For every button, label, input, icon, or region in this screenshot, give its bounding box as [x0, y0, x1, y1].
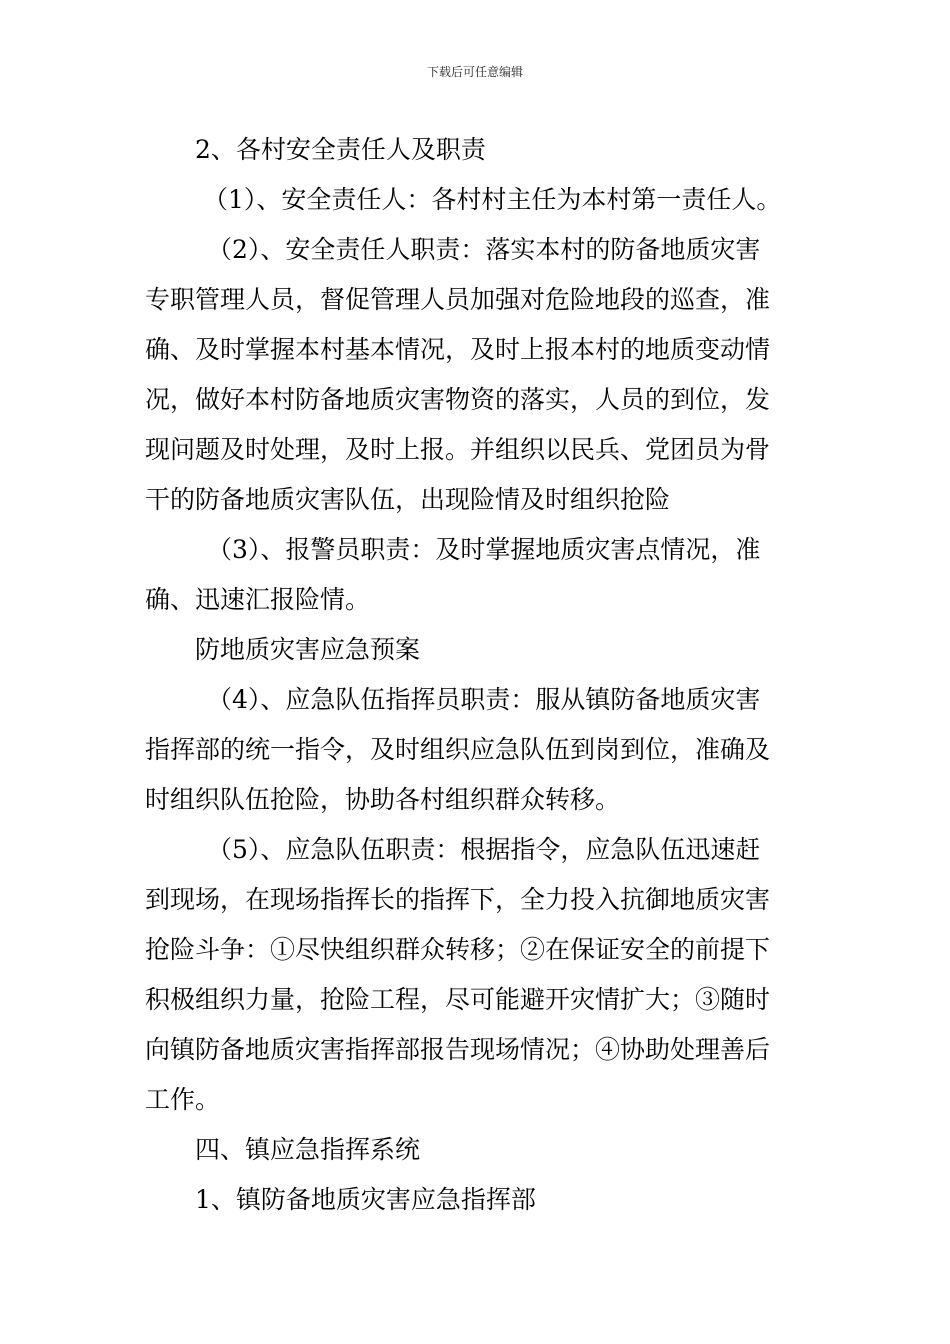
paragraph-line: 工作。	[145, 1085, 221, 1114]
section-subheading: 1、镇防备地质灾害应急指挥部	[195, 1185, 536, 1214]
paragraph-line: 专职管理人员，督促管理人员加强对危险地段的巡查，准	[145, 285, 771, 314]
paragraph-line: 积极组织力量，抢险工程，尽可能避开灾情扩大；③随时	[145, 985, 771, 1014]
paragraph-line: （3）、报警员职责：及时掌握地质灾害点情况，准	[207, 535, 761, 564]
page-header: 下载后可任意编辑	[426, 65, 523, 79]
section-title: 防地质灾害应急预案	[195, 635, 421, 664]
paragraph-line: 2、各村安全责任人及职责	[195, 135, 486, 164]
paragraph-line: （1）、安全责任人：各村村主任为本村第一责任人。	[203, 185, 782, 214]
paragraph-line: 向镇防备地质灾害指挥部报告现场情况；④协助处理善后	[145, 1035, 771, 1064]
paragraph-line: 现问题及时处理，及时上报。并组织以民兵、党团员为骨	[145, 435, 771, 464]
paragraph-line: （4）、应急队伍指挥员职责：服从镇防备地质灾害	[207, 685, 761, 714]
paragraph-line: 指挥部的统一指令，及时组织应急队伍到岗到位，准确及	[145, 735, 771, 764]
paragraph-line: （5）、应急队伍职责：根据指令，应急队伍迅速赶	[207, 835, 761, 864]
paragraph-line: 时组织队伍抢险，协助各村组织群众转移。	[145, 785, 621, 814]
document-body	[145, 125, 807, 1225]
paragraph-line: 干的防备地质灾害队伍，出现险情及时组织抢险	[145, 485, 671, 514]
paragraph-line: 确、及时掌握本村基本情况，及时上报本村的地质变动情	[145, 335, 771, 364]
paragraph-line: （2）、安全责任人职责：落实本村的防备地质灾害	[207, 235, 761, 264]
paragraph-line: 到现场，在现场指挥长的指挥下，全力投入抗御地质灾害	[145, 885, 771, 914]
paragraph-line: 况，做好本村防备地质灾害物资的落实，人员的到位，发	[145, 385, 771, 414]
paragraph-line: 抢险斗争：①尽快组织群众转移；②在保证安全的前提下	[145, 935, 771, 964]
section-heading: 四、镇应急指挥系统	[195, 1135, 421, 1164]
paragraph-line: 确、迅速汇报险情。	[145, 585, 371, 614]
